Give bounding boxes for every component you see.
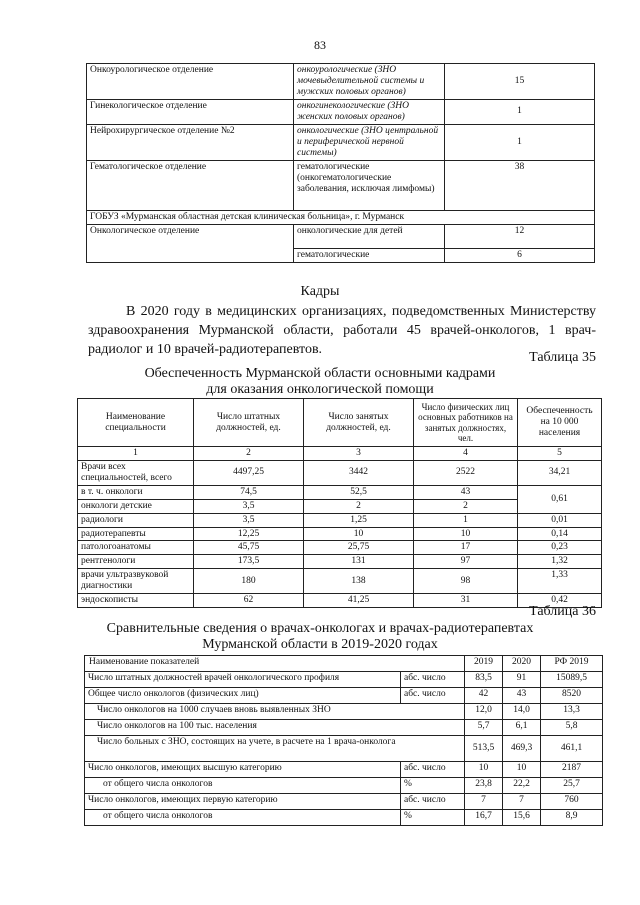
per10k-cell: 0,42: [518, 594, 602, 608]
rf-cell: 2187: [541, 762, 603, 778]
rf-cell: 25,7: [541, 778, 603, 794]
table-row: [85, 762, 603, 778]
table-row: [85, 672, 603, 688]
per10k-cell: 0,61: [518, 485, 602, 513]
department-cell: Онкологическое отделение: [87, 224, 294, 262]
y2019-cell: 83,5: [465, 672, 503, 688]
table35-title-line2: для оказания онкологической помощи: [206, 382, 434, 397]
body-paragraph: В 2020 году в медицинских организациях, подведомственных Министерству здравоохранения Мурманской области, работали 45 врачей-онкологов, 1 врач-радиолог и 10 врачей-радиотерапевтов.: [88, 304, 596, 357]
column-header: 2019: [465, 656, 503, 672]
y2019-cell: 12,0: [465, 704, 503, 720]
occupied-cell: 25,75: [304, 541, 414, 555]
indicator-cell: Число больных с ЗНО, состоящих на учете, в расчете на 1 врача-онколога: [85, 736, 465, 762]
specialty-cell: эндоскописты: [78, 594, 194, 608]
staff-cell: 173,5: [194, 555, 304, 569]
beds-cell: 1: [445, 99, 595, 124]
column-header: Наименование показателей: [85, 656, 465, 672]
table-row: [85, 778, 603, 794]
profile-cell: гематологические: [294, 248, 445, 262]
y2019-cell: 5,7: [465, 720, 503, 736]
table36-label: Таблица 36: [529, 604, 596, 619]
y2019-cell: 513,5: [465, 736, 503, 762]
rf-cell: 760: [541, 794, 603, 810]
profile-cell: онкогинекологические (ЗНО женских половых органов): [294, 99, 445, 124]
occupied-cell: 131: [304, 555, 414, 569]
table-row: [78, 555, 602, 569]
persons-cell: 97: [414, 555, 518, 569]
persons-cell: 10: [414, 527, 518, 541]
y2020-cell: 15,6: [503, 810, 541, 826]
table-row: [87, 99, 595, 124]
column-header: Обеспеченность на 10 000 населения: [518, 399, 602, 447]
y2020-cell: 43: [503, 688, 541, 704]
column-number: 2: [194, 447, 304, 461]
column-header: РФ 2019: [541, 656, 603, 672]
table35-title: [0, 366, 640, 398]
table-header-row: [85, 656, 603, 672]
beds-cell: 6: [445, 248, 595, 262]
unit-cell: абс. число: [401, 762, 465, 778]
table-row: [78, 527, 602, 541]
beds-cell: 15: [445, 64, 595, 100]
y2020-cell: 22,2: [503, 778, 541, 794]
table-row: [87, 210, 595, 224]
occupied-cell: 2: [304, 499, 414, 513]
rf-cell: 5,8: [541, 720, 603, 736]
indicator-cell: Число онкологов на 1000 случаев вновь выявленных ЗНО: [85, 704, 465, 720]
y2020-cell: 469,3: [503, 736, 541, 762]
department-cell: Гематологическое отделение: [87, 160, 294, 210]
table-row: [78, 594, 602, 608]
department-cell: Нейрохирургическое отделение №2: [87, 124, 294, 160]
section-heading: Кадры: [300, 284, 340, 299]
specialty-cell: патологоанатомы: [78, 541, 194, 555]
column-header: Число занятых должностей, ед.: [304, 399, 414, 447]
table36-title-line1: Сравнительные сведения о врачах-онкологах и врачах-радиотерапевтах: [106, 621, 534, 636]
per10k-cell: 0,23: [518, 541, 602, 555]
persons-cell: 17: [414, 541, 518, 555]
column-header: Число физических лиц основных работников на занятых должностях, чел.: [414, 399, 518, 447]
departments-table: [86, 63, 595, 263]
occupied-cell: 41,25: [304, 594, 414, 608]
table-row: [87, 124, 595, 160]
table-row: [78, 569, 602, 594]
column-number: 1: [78, 447, 194, 461]
specialty-cell: онкологи детские: [78, 499, 194, 513]
column-number-row: [78, 447, 602, 461]
indicator-cell: Число онкологов, имеющих первую категорию: [85, 794, 401, 810]
department-cell: Онкоурологическое отделение: [87, 64, 294, 100]
persons-cell: 2522: [414, 460, 518, 485]
profile-cell: гематологические (онкогематологические заболевания, исключая лимфомы): [294, 160, 445, 210]
persons-cell: 98: [414, 569, 518, 594]
occupied-cell: 1,25: [304, 513, 414, 527]
staff-cell: 12,25: [194, 527, 304, 541]
persons-cell: 2: [414, 499, 518, 513]
occupied-cell: 10: [304, 527, 414, 541]
department-cell: Гинекологическое отделение: [87, 99, 294, 124]
per10k-cell: 0,14: [518, 527, 602, 541]
persons-cell: 31: [414, 594, 518, 608]
per10k-cell: 1,33: [518, 569, 602, 594]
per10k-cell: 1,32: [518, 555, 602, 569]
table-row: [85, 688, 603, 704]
specialty-cell: в т. ч. онкологи: [78, 485, 194, 499]
table-row: [87, 64, 595, 100]
oncologists-comparison-table: [84, 655, 603, 826]
y2019-cell: 42: [465, 688, 503, 704]
occupied-cell: 138: [304, 569, 414, 594]
persons-cell: 43: [414, 485, 518, 499]
column-header: Число штатных должностей, ед.: [194, 399, 304, 447]
per10k-cell: 34,21: [518, 460, 602, 485]
table35-title-line1: Обеспеченность Мурманской области основными кадрами: [144, 366, 496, 381]
profile-cell: онкологические для детей: [294, 224, 445, 248]
staff-cell: 45,75: [194, 541, 304, 555]
table-row: [78, 485, 602, 499]
rf-cell: 461,1: [541, 736, 603, 762]
persons-cell: 1: [414, 513, 518, 527]
occupied-cell: 52,5: [304, 485, 414, 499]
column-header: Наименование специальности: [78, 399, 194, 447]
table-row: [78, 513, 602, 527]
specialty-cell: радиологи: [78, 513, 194, 527]
column-header: 2020: [503, 656, 541, 672]
specialty-cell: врачи ультразвуковой диагностики: [78, 569, 194, 594]
organization-row: ГОБУЗ «Мурманская областная детская клиническая больница», г. Мурманск: [87, 210, 595, 224]
table-header-row: [78, 399, 602, 447]
table35-label: Таблица 35: [529, 350, 596, 365]
staff-cell: 4497,25: [194, 460, 304, 485]
y2020-cell: 91: [503, 672, 541, 688]
rf-cell: 13,3: [541, 704, 603, 720]
y2020-cell: 14,0: [503, 704, 541, 720]
unit-cell: абс. число: [401, 688, 465, 704]
unit-cell: %: [401, 810, 465, 826]
table-row: [87, 224, 595, 248]
indicator-cell: Число онкологов, имеющих высшую категорию: [85, 762, 401, 778]
table-row: [85, 736, 603, 762]
table-row: [87, 160, 595, 210]
unit-cell: абс. число: [401, 794, 465, 810]
y2020-cell: 10: [503, 762, 541, 778]
y2020-cell: 7: [503, 794, 541, 810]
beds-cell: 12: [445, 224, 595, 248]
y2019-cell: 7: [465, 794, 503, 810]
staff-cell: 180: [194, 569, 304, 594]
staff-cell: 3,5: [194, 513, 304, 527]
indicator-cell: от общего числа онкологов: [85, 778, 401, 794]
indicator-cell: Число штатных должностей врачей онкологического профиля: [85, 672, 401, 688]
rf-cell: 8520: [541, 688, 603, 704]
y2019-cell: 16,7: [465, 810, 503, 826]
staff-cell: 62: [194, 594, 304, 608]
table-row: [78, 541, 602, 555]
table36-title-line2: Мурманской области в 2019-2020 годах: [202, 637, 438, 652]
unit-cell: %: [401, 778, 465, 794]
table-row: [78, 460, 602, 485]
column-number: 4: [414, 447, 518, 461]
specialty-cell: Врачи всех специальностей, всего: [78, 460, 194, 485]
staff-cell: 3,5: [194, 499, 304, 513]
rf-cell: 15089,5: [541, 672, 603, 688]
specialty-cell: рентгенологи: [78, 555, 194, 569]
staff-cell: 74,5: [194, 485, 304, 499]
y2020-cell: 6,1: [503, 720, 541, 736]
specialty-cell: радиотерапевты: [78, 527, 194, 541]
unit-cell: абс. число: [401, 672, 465, 688]
page-number: 83: [314, 38, 326, 52]
table36-title: [0, 621, 640, 653]
indicator-cell: Число онкологов на 100 тыс. населения: [85, 720, 465, 736]
y2019-cell: 10: [465, 762, 503, 778]
profile-cell: онкологические (ЗНО центральной и периферической нервной системы): [294, 124, 445, 160]
table-row: [85, 794, 603, 810]
column-number: 3: [304, 447, 414, 461]
beds-cell: 38: [445, 160, 595, 210]
staffing-table: [77, 398, 602, 608]
table-row: [85, 810, 603, 826]
per10k-cell: 0,01: [518, 513, 602, 527]
occupied-cell: 3442: [304, 460, 414, 485]
rf-cell: 8,9: [541, 810, 603, 826]
profile-cell: онкоурологические (ЗНО мочевыделительной системы и мужских половых органов): [294, 64, 445, 100]
beds-cell: 1: [445, 124, 595, 160]
table-row: [85, 704, 603, 720]
y2019-cell: 23,8: [465, 778, 503, 794]
indicator-cell: Общее число онкологов (физических лиц): [85, 688, 401, 704]
column-number: 5: [518, 447, 602, 461]
indicator-cell: от общего числа онкологов: [85, 810, 401, 826]
table-row: [85, 720, 603, 736]
